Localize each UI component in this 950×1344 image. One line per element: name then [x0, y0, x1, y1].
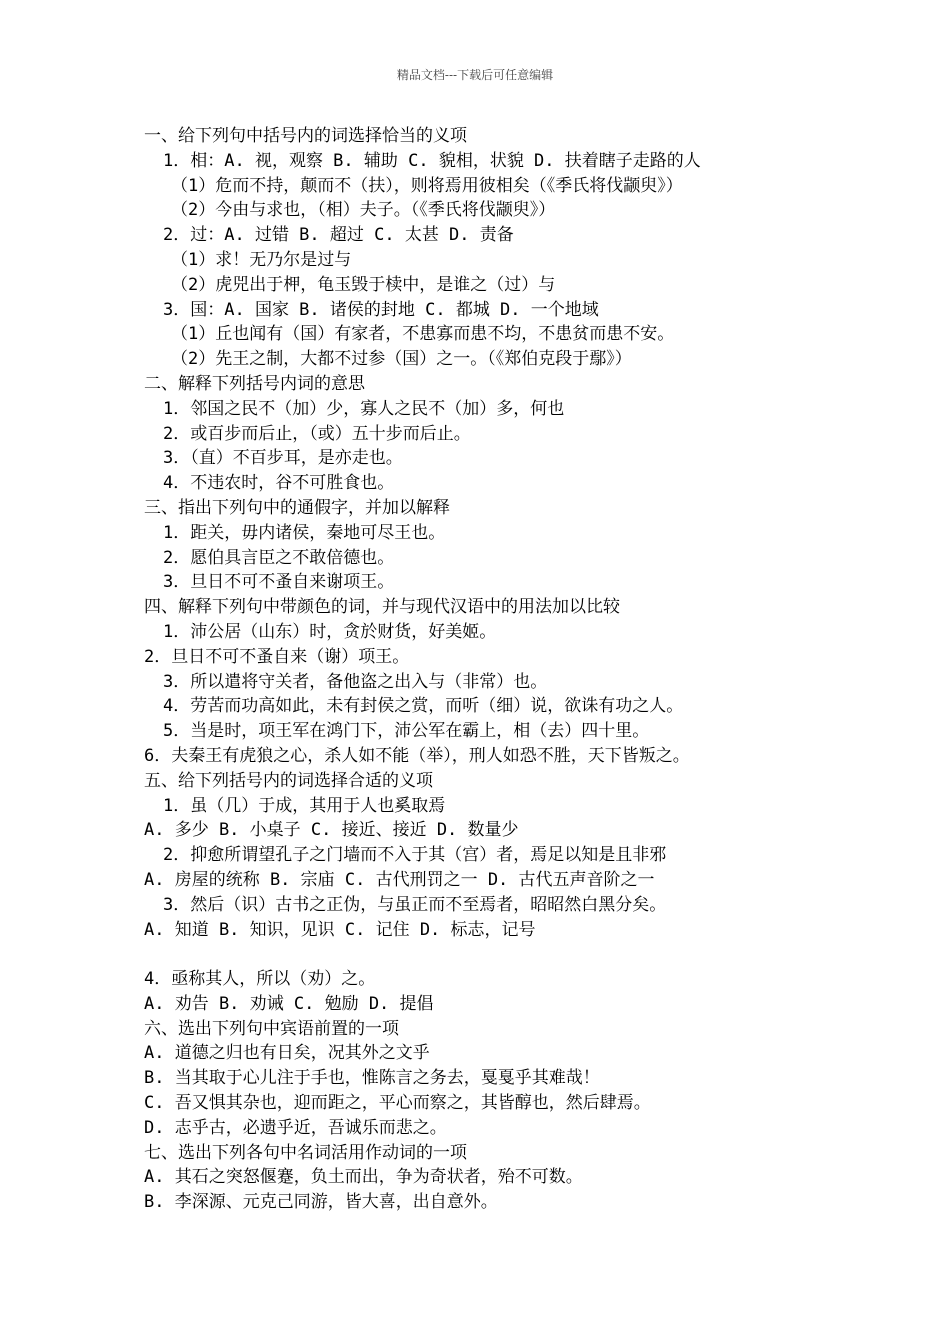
text-line: B. 当其取于心儿注于手也，惟陈言之务去，戛戛乎其难哉！ [144, 1068, 600, 1089]
text-line: 2．愿伯具言臣之不敢倍德也。 [163, 547, 395, 568]
text-line: 四、解释下列句中带颜色的词，并与现代汉语中的用法加以比较 [144, 597, 620, 618]
text-line: 3．然后（识）古书之正伪，与虽正而不至焉者，昭昭然白黑分矣。 [163, 894, 667, 915]
page-header: 精品文档---下载后可任意编辑 [396, 68, 554, 82]
text-line: 三、指出下列句中的通假字，并加以解释 [144, 497, 450, 518]
text-line: A. 道德之归也有日矣，况其外之文乎 [144, 1043, 430, 1064]
text-line: 4．不违农时，谷不可胜食也。 [163, 473, 395, 494]
text-line: （1）危而不持，颠而不（扶），则将焉用彼相矣（《季氏将伐颛臾》） [171, 175, 683, 196]
text-line: （2）今由与求也，（相）夫子。（《季氏将伐颛臾》） [171, 200, 556, 221]
text-line: 七、选出下列各句中名词活用作动词的一项 [144, 1142, 467, 1163]
text-line: D. 志乎古，必遗乎近，吾诚乐而悲之。 [144, 1117, 447, 1138]
text-line: 2．或百步而后止，（或）五十步而后止。 [163, 423, 471, 444]
text-line: A. 其石之突怒偃蹇，负土而出，争为奇状者，殆不可数。 [144, 1167, 583, 1188]
text-line: A. 知道 B. 知识，见识 C. 记住 D. 标志，记号 [144, 919, 536, 940]
text-line: 1．相：A. 视，观察 B. 辅助 C. 貌相，状貌 D. 扶着瞎子走路的人 [163, 150, 701, 171]
text-line: 二、解释下列括号内词的意思 [144, 373, 365, 394]
text-line: A. 多少 B. 小桌子 C. 接近、接近 D. 数量少 [144, 820, 519, 841]
text-line: 五、给下列括号内的词选择合适的义项 [144, 770, 433, 791]
text-line: （2）先王之制，大都不过参（国）之一。（《郑伯克段于鄢》） [171, 349, 632, 370]
text-line: 2．旦日不可不蚤自来（谢）项王。 [144, 646, 410, 667]
text-line: 6．夫秦王有虎狼之心，杀人如不能（举），刑人如恐不胜，天下皆叛之。 [144, 745, 690, 766]
text-line: 1．虽（几）于成，其用于人也奚取焉 [163, 795, 446, 816]
text-line: 2．抑愈所谓望孔子之门墙而不入于其（宫）者，焉足以知是且非邪 [163, 845, 667, 866]
text-line: （1）求！无乃尔是过与 [171, 249, 352, 270]
text-line: 六、选出下列句中宾语前置的一项 [144, 1018, 399, 1039]
text-line: A. 房屋的统称 B. 宗庙 C. 古代刑罚之一 D. 古代五声音阶之一 [144, 869, 655, 890]
text-line: 3．旦日不可不蚤自来谢项王。 [163, 572, 395, 593]
text-line: 1．邻国之民不（加）少，寡人之民不（加）多，何也 [163, 398, 565, 419]
blank-line [144, 942, 924, 967]
text-line: B. 李深源、元克己同游，皆大喜，出自意外。 [144, 1192, 498, 1213]
text-line: 5．当是时，项王军在鸿门下，沛公军在霸上，相（去）四十里。 [163, 721, 650, 742]
text-line: 3．国：A. 国家 B. 诸侯的封地 C. 都城 D. 一个地域 [163, 299, 599, 320]
text-line: 1．距关，毋内诸侯，秦地可尽王也。 [163, 522, 446, 543]
text-line: 3．（直）不百步耳，是亦走也。 [163, 448, 403, 469]
text-line: 1．沛公居（山东）时，贪於财货，好美姬。 [163, 621, 497, 642]
text-line: 3．所以遣将守关者，备他盗之出入与（非常）也。 [163, 671, 548, 692]
text-line: 4．亟称其人，所以（劝）之。 [144, 969, 376, 990]
text-line: 4．劳苦而功高如此，未有封侯之赏，而听（细）说，欲诛有功之人。 [163, 696, 684, 717]
text-line: A. 劝告 B. 劝诫 C. 勉励 D. 提倡 [144, 993, 434, 1014]
text-line: 一、给下列句中括号内的词选择恰当的义项 [144, 126, 467, 146]
text-line: C. 吾又惧其杂也，迎而距之，平心而察之，其皆醇也，然后肆焉。 [144, 1093, 651, 1114]
text-line: （2）虎兕出于柙，龟玉毁于椟中，是谁之（过）与 [171, 274, 556, 295]
text-line: 2．过：A. 过错 B. 超过 C. 太甚 D. 责备 [163, 225, 514, 246]
document-body [144, 124, 924, 1215]
text-line: （1）丘也闻有（国）有家者，不患寡而患不均，不患贫而患不安。 [171, 324, 675, 345]
